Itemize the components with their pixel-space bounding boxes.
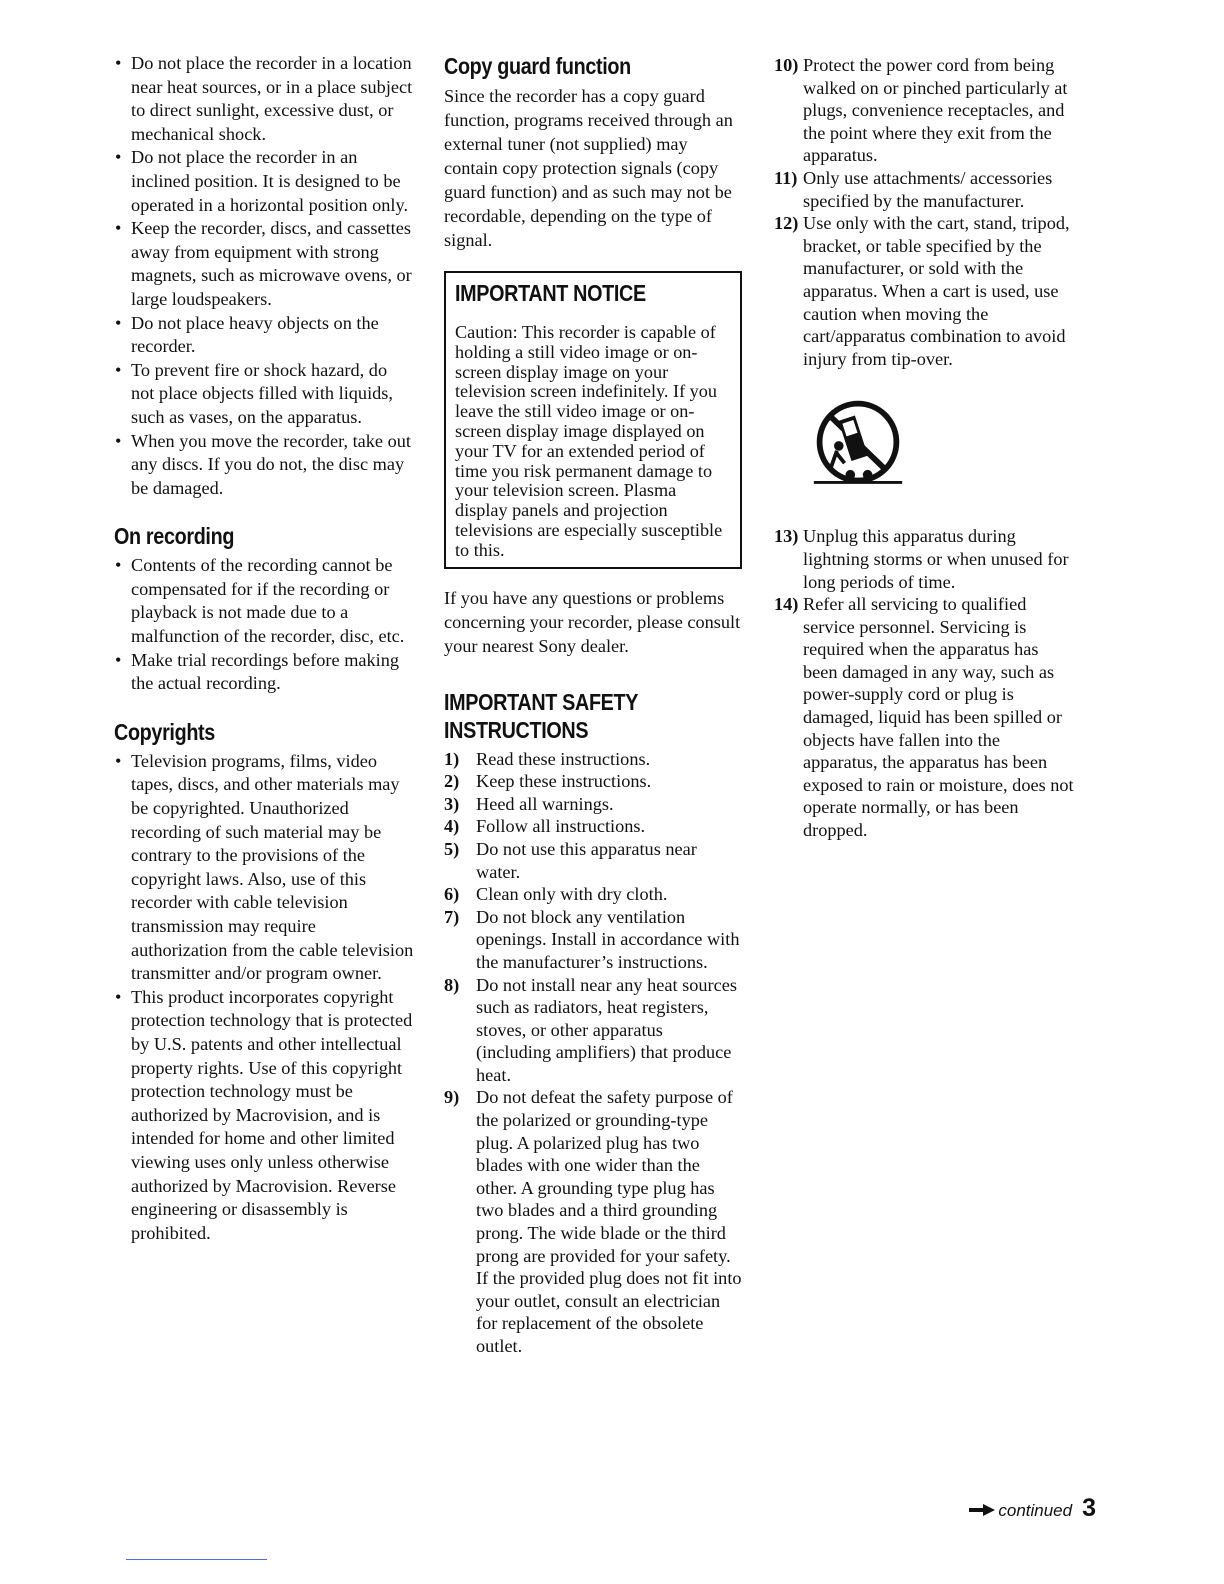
list-item: 10) Protect the power cord from being walked on or pinched particularly at plugs, convenience receptacles, and the point where they exit from the apparatus. <box>774 55 1068 166</box>
intro-bullet-list <box>114 52 414 500</box>
safety-instructions-list <box>444 748 742 1358</box>
safety-heading-line2: INSTRUCTIONS <box>444 716 589 743</box>
list-item: 13) Unplug this apparatus during lightning storms or when unused for long periods of time. <box>774 526 1069 592</box>
important-notice-box <box>444 271 742 569</box>
list-item: 1) Read these instructions. <box>444 748 651 769</box>
cart-tipover-warning-icon <box>810 396 906 492</box>
list-item: 14) Refer all servicing to qualified service personnel. Servicing is required when the apparatus has been damaged in any way, such as power-supply cord or plug is damaged, liquid has been spilled or objects have fallen into the apparatus, the apparatus has been exposed to rain or moisture, does not operate normally, or has been dropped. <box>774 594 1074 841</box>
column-left <box>114 52 414 1245</box>
list-item: 3) Heed all warnings. <box>444 793 614 814</box>
on-recording-heading: On recording <box>114 523 235 550</box>
safety-instructions-list-continued <box>774 54 1074 370</box>
list-item: 6) Clean only with dry cloth. <box>444 884 668 905</box>
continued-label: continued <box>998 1501 1073 1520</box>
list-item: 11) Only use attachments/ accessories specified by the manufacturer. <box>774 167 1053 211</box>
list-item: • Do not place the recorder in an inclined position. It is designed to be operated in a horizontal position only. <box>114 146 414 217</box>
footer-rule <box>126 1559 267 1560</box>
list-item: 8) Do not install near any heat sources such as radiators, heat registers, stoves, or other apparatus (including amplifiers) that produce heat. <box>444 974 737 1085</box>
copyrights-list <box>114 750 414 1245</box>
list-item: • To prevent fire or shock hazard, do not place objects filled with liquids, such as vases, on the apparatus. <box>114 359 414 430</box>
list-item: • When you move the recorder, take out any discs. If you do not, the disc may be damaged. <box>114 430 414 501</box>
list-item: 7) Do not block any ventilation openings. Install in accordance with the manufacturer’s instructions. <box>444 906 740 972</box>
list-item: • Contents of the recording cannot be compensated for if the recording or playback is not made due to a malfunction of the recorder, disc, etc. <box>114 554 414 648</box>
safety-instructions-list-final <box>774 525 1074 841</box>
list-item: 4) Follow all instructions. <box>444 816 646 837</box>
important-notice-heading: IMPORTANT NOTICE <box>455 280 646 306</box>
list-item: • Keep the recorder, discs, and cassettes away from equipment with strong magnets, such as microwave ovens, or large loudspeakers. <box>114 217 414 311</box>
page-number: 3 <box>1082 1494 1096 1522</box>
copyrights-heading: Copyrights <box>114 718 215 745</box>
copy-guard-heading: Copy guard function <box>444 53 631 79</box>
column-right <box>774 52 1074 842</box>
copy-guard-text: Since the recorder has a copy guard function, programs received through an external tuner (not supplied) may contain copy protection signals (copy guard function) and as such may not be recordable, depending on the type of signal. <box>444 86 733 250</box>
important-notice-text: Caution: This recorder is capable of holding a still video image or on-screen display image on your television screen indefinitely. If you leave the still video image or on-screen display image displayed on your TV for an extended period of time you risk permanent damage to your television screen. Plasma display panels and projection televisions are especially susceptible to this. <box>455 322 723 560</box>
list-item: • This product incorporates copyright protection technology that is protected by U.S. patents and other intellectual property rights. Use of this copyright protection technology must be authorized by Macrovision, and is intended for home and other limited viewing uses only unless otherwise authorized by Macrovision. Reverse engineering or disassembly is prohibited. <box>114 986 414 1246</box>
list-item: 2) Keep these instructions. <box>444 771 652 792</box>
safety-heading-line1: IMPORTANT SAFETY <box>444 688 639 715</box>
list-item: 9) Do not defeat the safety purpose of the polarized or grounding-type plug. A polarized plug has two blades with one wider than the other. A grounding type plug has two blades and a third grounding prong. The wide blade or the third prong are provided for your safety. If the provided plug does not fit into your outlet, consult an electrician for replacement of the obsolete outlet. <box>444 1087 742 1356</box>
list-item: • Do not place heavy objects on the recorder. <box>114 312 414 359</box>
list-item: • Make trial recordings before making the actual recording. <box>114 649 414 696</box>
list-item: 12) Use only with the cart, stand, tripod, bracket, or table specified by the manufacturer, or sold with the apparatus. When a cart is used, use caution when moving the cart/apparatus combination to avoid injury from tip-over. <box>774 213 1070 369</box>
list-item: • Do not place the recorder in a location near heat sources, or in a place subject to direct sunlight, excessive dust, or mechanical shock. <box>114 52 414 146</box>
page-footer <box>969 1494 1096 1523</box>
column-middle <box>444 52 742 1358</box>
arrow-right-icon <box>969 1504 995 1516</box>
list-item: • Television programs, films, video tapes, discs, and other materials may be copyrighted. Unauthorized recording of such material may be contrary to the provisions of the copyright laws. Also, use of this recorder with cable television transmission may require authorization from the cable television transmitter and/or program owner. <box>114 750 414 986</box>
questions-text: If you have any questions or problems concerning your recorder, please consult your nearest Sony dealer. <box>444 587 741 656</box>
list-item: 5) Do not use this apparatus near water. <box>444 838 697 882</box>
on-recording-list <box>114 554 414 696</box>
